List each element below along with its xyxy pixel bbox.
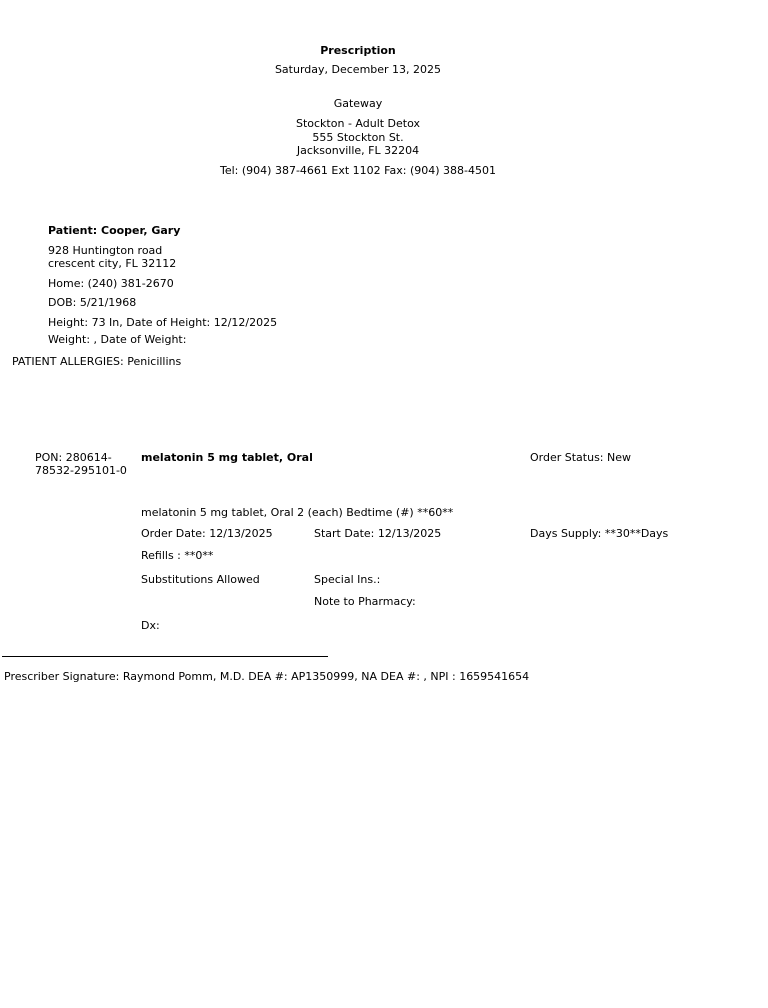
order-pon-line2: 78532-295101-0 [35,464,127,477]
signature-line [2,656,328,657]
facility-city: Jacksonville, FL 32204 [296,144,420,157]
order-pon-line1: PON: 280614- [35,451,112,464]
document-date: Saturday, December 13, 2025 [274,63,442,76]
prescriber-signature: Prescriber Signature: Raymond Pomm, M.D. DEA #: AP1350999, NA DEA #: , NPI : 1659541654 [4,670,530,683]
patient-dob: DOB: 5/21/1968 [48,296,137,309]
order-sig: melatonin 5 mg tablet, Oral 2 (each) Bedtime (#) **60** [141,506,454,519]
patient-address-line2: crescent city, FL 32112 [48,257,177,270]
order-substitutions: Substitutions Allowed [141,573,260,586]
patient-name: Patient: Cooper, Gary [48,224,181,237]
order-note-to-pharmacy: Note to Pharmacy: [314,595,416,608]
order-dx: Dx: [141,619,160,632]
patient-height: Height: 73 In, Date of Height: 12/12/2025 [48,316,278,329]
order-drug-name: melatonin 5 mg tablet, Oral [141,451,313,464]
facility-street: 555 Stockton St. [312,131,404,144]
order-start-date: Start Date: 12/13/2025 [314,527,442,540]
patient-home-phone: Home: (240) 381-2670 [48,277,174,290]
document-title: Prescription [320,44,396,57]
patient-address-line1: 928 Huntington road [48,244,163,257]
patient-weight: Weight: , Date of Weight: [48,333,187,346]
order-days-supply: Days Supply: **30**Days [530,527,669,540]
order-status: Order Status: New [530,451,632,464]
order-refills: Refills : **0** [141,549,214,562]
facility-unit: Stockton - Adult Detox [295,117,421,130]
patient-allergies: PATIENT ALLERGIES: Penicillins [12,355,182,368]
order-date: Order Date: 12/13/2025 [141,527,273,540]
facility-contact: Tel: (904) 387-4661 Ext 1102 Fax: (904) 388-4501 [220,164,496,177]
order-special-instructions: Special Ins.: [314,573,381,586]
facility-name: Gateway [333,97,383,110]
